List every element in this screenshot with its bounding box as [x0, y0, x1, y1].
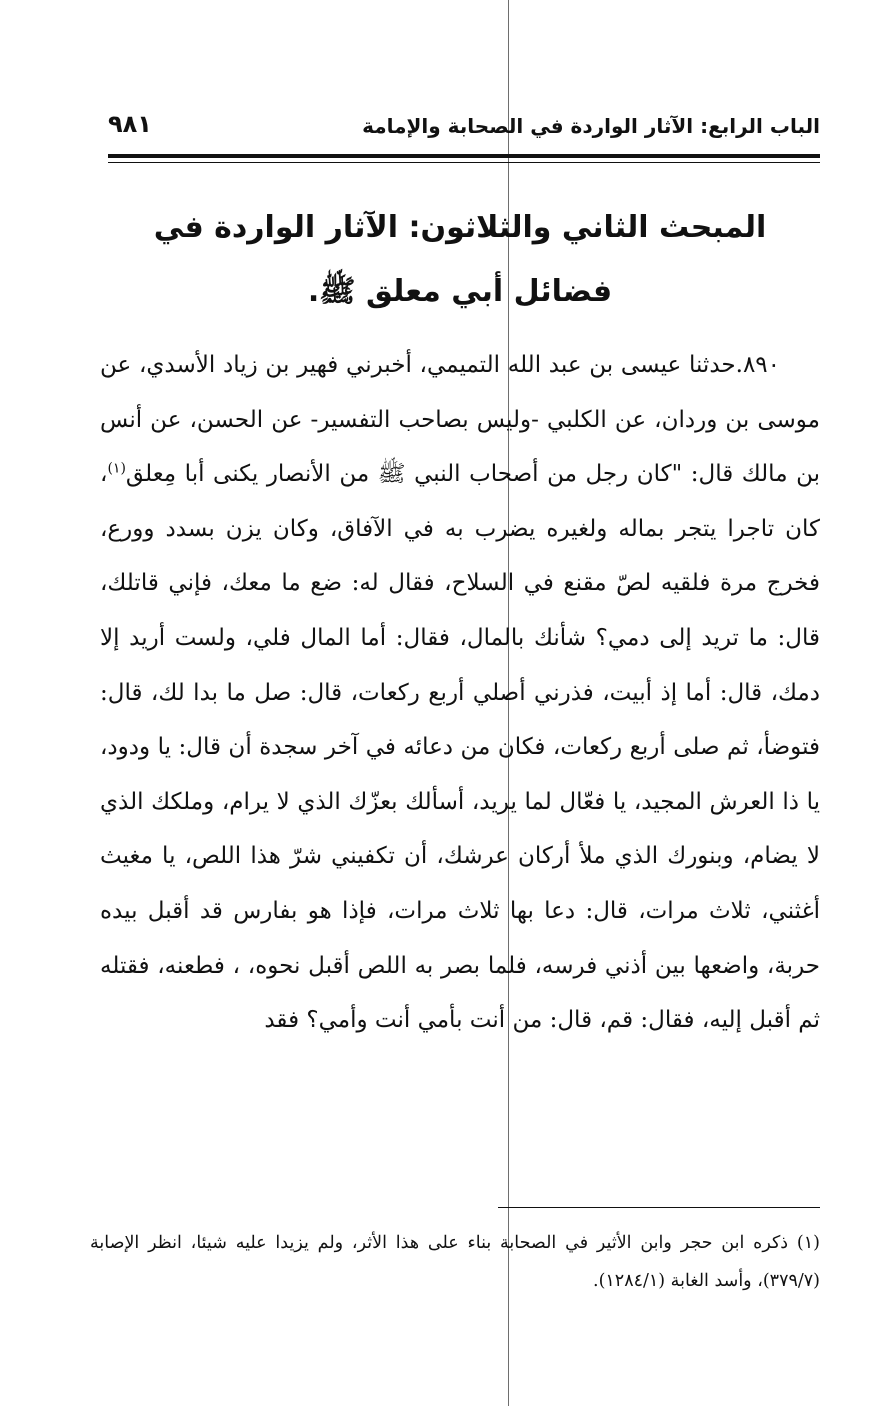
page-header	[108, 110, 820, 150]
narration-text-part-2: ، كان تاجرا يتجر بماله ولغيره يضرب به في الآفاق، وكان يزن بسدد وورع، فخرج مرة فلقيه لصّ مقنع في السلاح، فقال له: ضع ما معك، فإني قاتلك، قال: ما تريد إلى دمي؟ شأنك بالمال، فقال: أما المال فلي، ولست أريد إلا دمك، قال: أما إذ أبيت، فذرني أصلي أربع ركعات، قال: صل ما بدا لك، قال: فتوضأ، ثم صلى أربع ركعات، فكان من دعائه في آخر سجدة أن قال: يا ودود، يا ذا العرش المجيد، يا فعّال لما يريد، أسألك بعزّك الذي لا يرام، وملكك الذي لا يضام، وبنورك الذي ملأ أركان عرشك، أن تكفيني شرّ هذا اللص، يا مغيث أغثني، ثلاث مرات، قال: دعا بها ثلاث مرات، فإذا هو بفارس قد أقبل بيده حربة، واضعها بين أذني فرسه، فلما بصر به اللص أقبل نحوه، ، فطعنه، فقتله ثم أقبل إليه، فقال: قم، قال: من أنت بأمي أنت وأمي؟ فقد	[100, 461, 820, 1034]
footnote-separator	[498, 1207, 820, 1208]
narration-paragraph	[100, 338, 820, 1048]
header-rule-thick	[108, 154, 820, 158]
narration-text-part-1: ٨٩٠.حدثنا عيسى بن عبد الله التميمي، أخبرني فهير بن زياد الأسدي، عن موسى بن وردان، عن الكلبي -وليس بصاحب التفسير- عن الحسن، عن أنس بن مالك قال: "كان رجل من أصحاب النبي ﷺ من الأنصار يكنى أبا مِعلق	[100, 352, 820, 488]
section-title: المبحث الثاني والثلاثون: الآثار الواردة في فضائل أبي معلق ﷺ.	[153, 210, 767, 309]
footnotes	[90, 1224, 820, 1300]
header-rule-thin	[108, 162, 820, 163]
page-number: ٩٨١	[108, 110, 152, 138]
main-text	[100, 338, 820, 1048]
footnote-1: (١) ذكره ابن حجر وابن الأثير في الصحابة بناء على هذا الأثر، ولم يزيدا عليه شيئا، انظر الإصابة (٣٧٩/٧)، وأسد الغابة (١٢٨٤/١).	[90, 1233, 820, 1291]
footnote-reference[interactable]: (١)	[107, 460, 126, 477]
running-title: الباب الرابع: الآثار الواردة في الصحابة والإمامة	[362, 114, 820, 138]
